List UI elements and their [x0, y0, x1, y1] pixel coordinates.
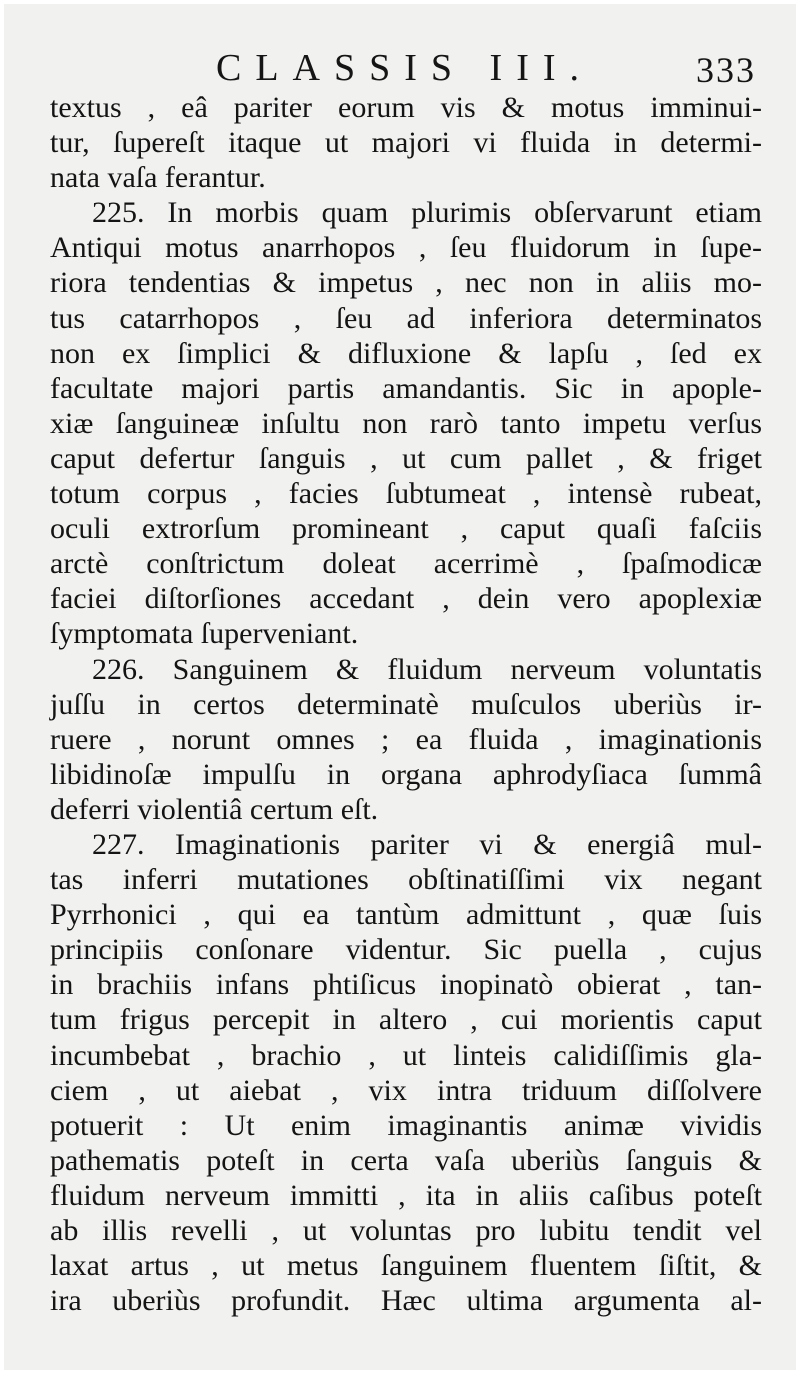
- text-line: libidinoſæ impulſu in organa aphrodyſiaca ſummâ: [50, 757, 762, 791]
- text-line: ruere , norunt omnes ; ea fluida , imaginationis: [50, 722, 762, 756]
- text-line: ab illis revelli , ut voluntas pro lubitu tendit vel: [50, 1214, 762, 1247]
- page-number: 333: [696, 50, 756, 90]
- page-header: [4, 44, 796, 94]
- paragraph-start-227: 227. Imaginationis pariter vi & energiâ mul-: [92, 827, 762, 861]
- book-page: [4, 4, 796, 1370]
- text-line: arctè conſtrictum doleat acerrimè , ſpaſmodicæ: [50, 547, 762, 581]
- text-line: ciem , ut aiebat , vix intra triduum diſſolvere: [50, 1073, 762, 1107]
- body-text: [50, 90, 762, 1318]
- text-line: incumbebat , brachio , ut linteis calidiſſimis gla-: [50, 1038, 762, 1072]
- text-line: tas inferri mutationes obſtinatiſſimi vix negant: [50, 863, 762, 897]
- text-line: laxat artus , ut metus ſanguinem fluentem ſiſtit, &: [50, 1249, 762, 1283]
- running-head: CLASSIS III.: [216, 47, 594, 89]
- text-line: in brachiis infans phtiſicus inopinatò obierat , tan-: [50, 968, 762, 1002]
- text-line: textus , eâ pariter eorum vis & motus imminui-: [50, 91, 762, 124]
- text-line: tur, ſupereſt itaque ut majori vi fluida in determi-: [50, 126, 762, 160]
- text-line: ſymptomata ſuperveniant.: [50, 617, 359, 651]
- text-line: Antiqui motus anarrhopos , ſeu fluidorum in ſupe-: [50, 231, 762, 265]
- text-line: deferri violentiâ certum eſt.: [50, 792, 379, 826]
- text-line: totum corpus , facies ſubtumeat , intensè rubeat,: [50, 477, 762, 511]
- text-line: faciei diſtorſiones accedant , dein vero apoplexiæ: [50, 582, 762, 616]
- text-line: juſſu in certos determinatè muſculos uberiùs ir-: [50, 687, 762, 721]
- paragraph-start-226: 226. Sanguinem & fluidum nerveum voluntatis: [92, 652, 762, 686]
- text-line: facultate majori partis amandantis. Sic in apople-: [50, 371, 762, 405]
- text-line: riora tendentias & impetus , nec non in aliis mo-: [50, 266, 762, 300]
- text-line: Pyrrhonici , qui ea tantùm admittunt , quæ ſuis: [50, 898, 762, 932]
- text-line: non ex ſimplici & difluxione & lapſu , ſed ex: [50, 336, 762, 370]
- text-line: tus catarrhopos , ſeu ad inferiora determinatos: [50, 301, 762, 335]
- text-line: nata vaſa ferantur.: [50, 161, 266, 195]
- text-line: principiis conſonare videntur. Sic puella , cujus: [50, 933, 762, 967]
- text-line: potuerit : Ut enim imaginantis animæ vividis: [50, 1108, 762, 1142]
- text-line: ira uberiùs profundit. Hæc ultima argumenta al-: [50, 1284, 762, 1318]
- text-line: caput defertur ſanguis , ut cum pallet , & friget: [50, 441, 762, 475]
- text-line: fluidum nerveum immitti , ita in aliis caſibus poteſt: [50, 1178, 762, 1212]
- text-line: pathematis poteſt in certa vaſa uberiùs ſanguis &: [50, 1143, 762, 1177]
- text-line: oculi extrorſum promineant , caput quaſi faſciis: [50, 512, 762, 546]
- text-line: tum frigus percepit in altero , cui morientis caput: [50, 1003, 762, 1037]
- paragraph-start-225: 225. In morbis quam plurimis obſervarunt etiam: [92, 196, 762, 230]
- text-line: xiæ ſanguineæ inſultu non rarò tanto impetu verſus: [50, 406, 762, 440]
